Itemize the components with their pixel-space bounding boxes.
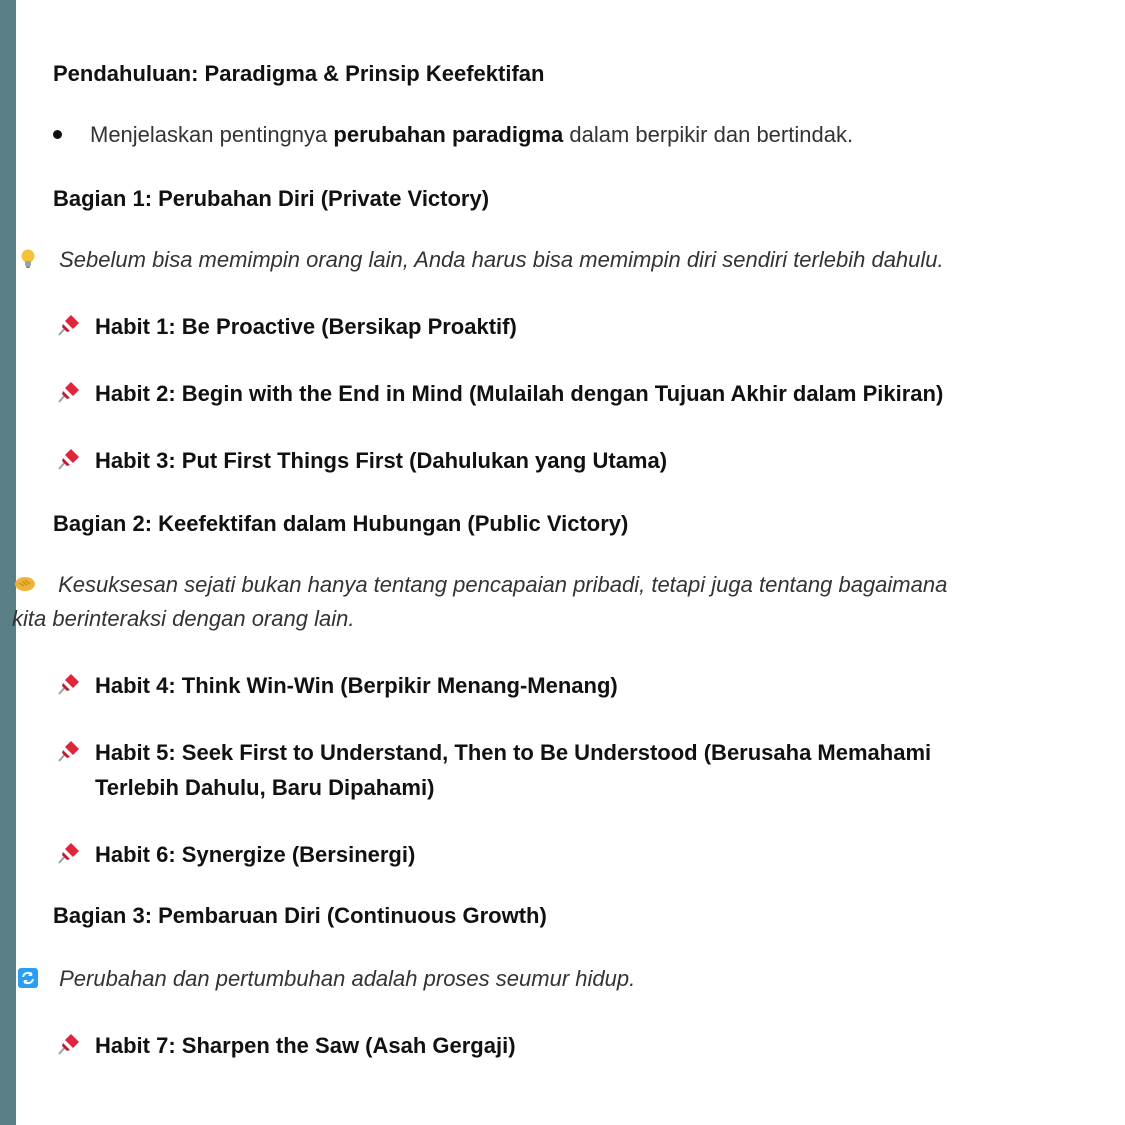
habit-label-continued: Terlebih Dahulu, Baru Dipahami) bbox=[95, 775, 435, 800]
section3-quote bbox=[17, 966, 635, 992]
pushpin-icon bbox=[55, 841, 81, 865]
habit-label: Habit 2: Begin with the End in Mind (Mulailah dengan Tujuan Akhir dalam Pikiran) bbox=[95, 381, 944, 406]
pushpin-icon bbox=[55, 672, 81, 696]
habit-label: Habit 6: Synergize (Bersinergi) bbox=[95, 842, 416, 867]
section1-quote-text: Sebelum bisa memimpin orang lain, Anda harus bisa memimpin diri sendiri terlebih dahulu. bbox=[59, 247, 944, 272]
section3-quote-text: Perubahan dan pertumbuhan adalah proses seumur hidup. bbox=[59, 966, 636, 991]
section3-heading: Bagian 3: Pembaruan Diri (Continuous Growth) bbox=[53, 903, 547, 928]
bullet-dot-icon bbox=[53, 130, 62, 139]
cycle-arrows-icon bbox=[17, 967, 39, 989]
section1-quote bbox=[17, 247, 944, 273]
handshake-icon bbox=[14, 573, 36, 595]
lightbulb-icon bbox=[17, 248, 39, 270]
habit-label: Habit 4: Think Win-Win (Berpikir Menang-Menang) bbox=[95, 673, 618, 698]
habit-label: Habit 7: Sharpen the Saw (Asah Gergaji) bbox=[95, 1033, 516, 1058]
section2-quote bbox=[14, 572, 947, 598]
section2-quote-line1: Kesuksesan sejati bukan hanya tentang pencapaian pribadi, tetapi juga tentang bagaimana bbox=[58, 572, 948, 597]
pushpin-icon bbox=[55, 313, 81, 337]
pushpin-icon bbox=[55, 1032, 81, 1056]
pushpin-icon bbox=[55, 380, 81, 404]
habit-item bbox=[55, 381, 943, 407]
habit-label: Habit 1: Be Proactive (Bersikap Proaktif) bbox=[95, 314, 517, 339]
section2-heading: Bagian 2: Keefektifan dalam Hubungan (Public Victory) bbox=[53, 511, 629, 536]
habit-item bbox=[55, 314, 517, 340]
intro-bullet-text-before: Menjelaskan pentingnya bbox=[90, 122, 334, 147]
habit-item bbox=[55, 1033, 516, 1059]
habit-label: Habit 3: Put First Things First (Dahulukan yang Utama) bbox=[95, 448, 668, 473]
intro-heading: Pendahuluan: Paradigma & Prinsip Keefektifan bbox=[53, 61, 545, 86]
section2-quote-line2: kita berinteraksi dengan orang lain. bbox=[12, 606, 355, 631]
habit-label: Habit 5: Seek First to Understand, Then to Be Understood (Berusaha Memahami bbox=[95, 740, 932, 765]
habit-item bbox=[55, 842, 415, 868]
habit-item bbox=[55, 448, 667, 474]
pushpin-icon bbox=[55, 739, 81, 763]
section1-heading: Bagian 1: Perubahan Diri (Private Victory) bbox=[53, 186, 490, 211]
habit-item bbox=[55, 673, 618, 699]
intro-bullet bbox=[53, 122, 853, 148]
intro-bullet-text-after: dalam berpikir dan bertindak. bbox=[563, 122, 854, 147]
habit-item bbox=[55, 740, 931, 766]
pushpin-icon bbox=[55, 447, 81, 471]
intro-bullet-bold: perubahan paradigma bbox=[333, 122, 564, 147]
